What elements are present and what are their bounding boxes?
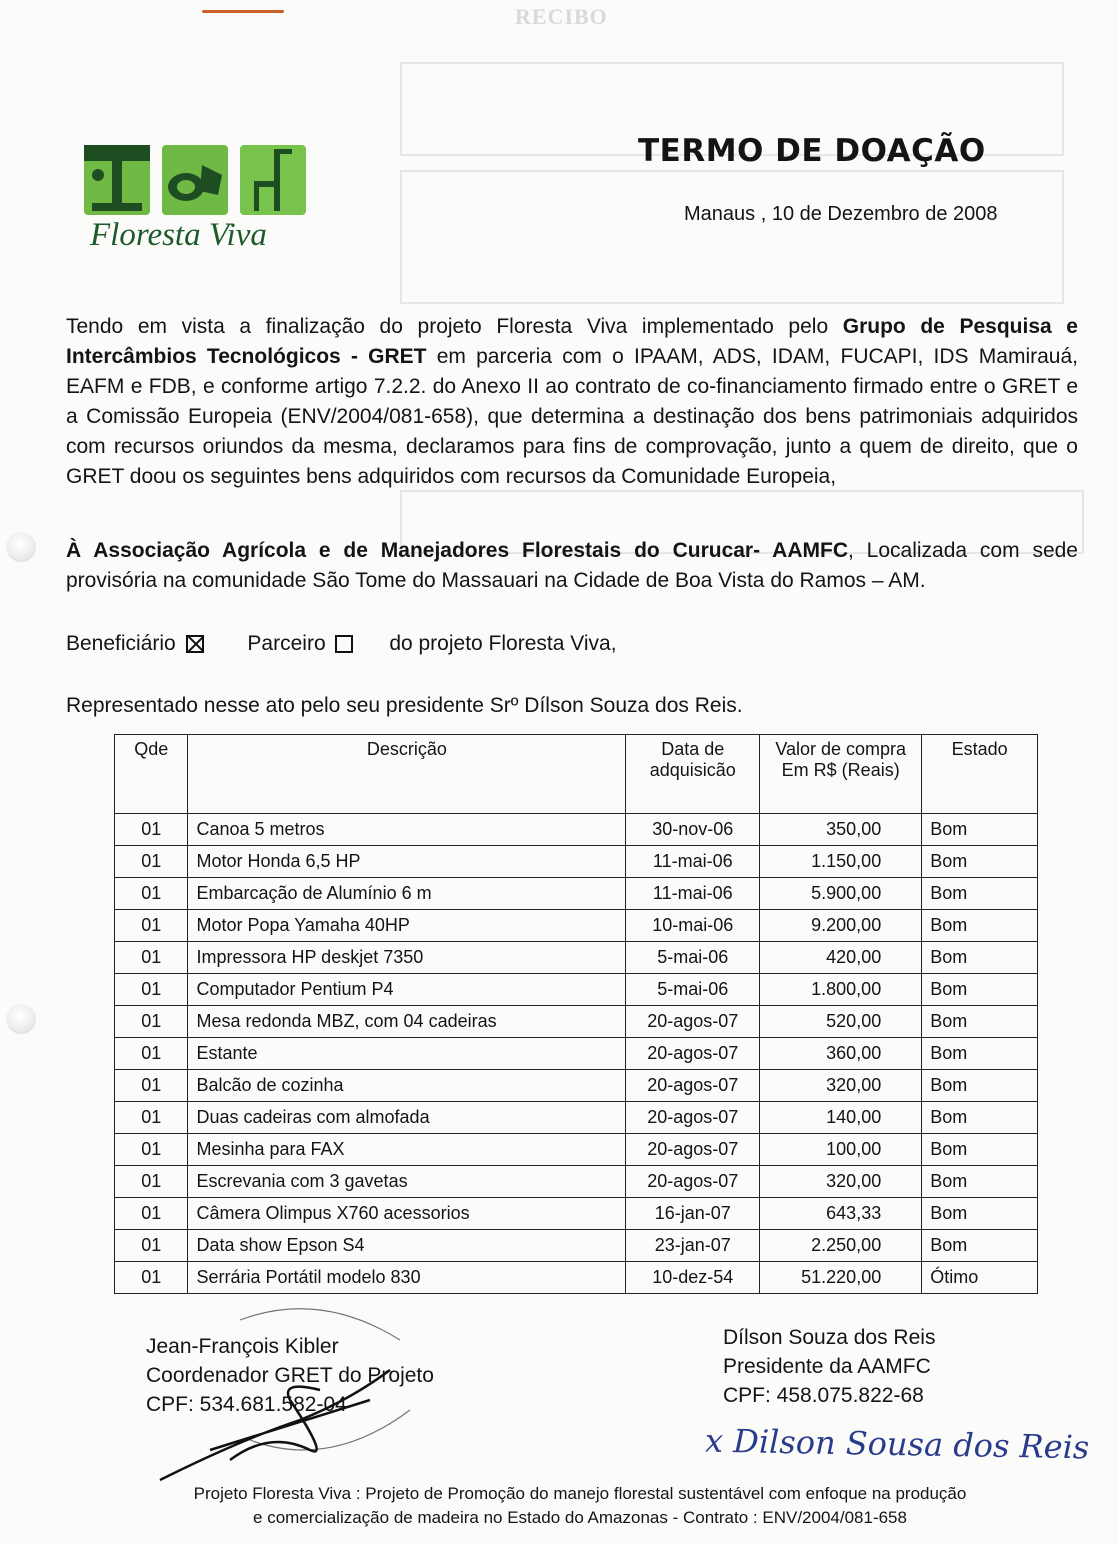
table-row: [115, 974, 1038, 1006]
recipient-paragraph: [66, 536, 1078, 596]
table-row: [115, 910, 1038, 942]
parceiro-checkbox: [335, 635, 353, 653]
president-cpf: CPF: 458.075.822-68: [723, 1384, 924, 1407]
cell-data: 20-agos-07: [626, 1102, 760, 1134]
table-row: [115, 1102, 1038, 1134]
cell-estado: Bom: [922, 910, 1038, 942]
intro-paragraph: [66, 312, 1078, 492]
bleedthrough-text: RECIBO: [515, 4, 608, 29]
cell-estado: Bom: [922, 1134, 1038, 1166]
cell-estado: Bom: [922, 1038, 1038, 1070]
cell-qde: 01: [115, 974, 188, 1006]
cell-valor: 320,00: [760, 1070, 922, 1102]
cell-descricao: Mesa redonda MBZ, com 04 cadeiras: [188, 1006, 626, 1038]
place-date: Manaus , 10 de Dezembro de 2008: [684, 203, 998, 225]
cell-data: 20-agos-07: [626, 1038, 760, 1070]
table-row: [115, 942, 1038, 974]
cell-qde: 01: [115, 1198, 188, 1230]
cell-valor: 2.250,00: [760, 1230, 922, 1262]
table-row: [115, 1198, 1038, 1230]
cell-qde: 01: [115, 1102, 188, 1134]
cell-qde: 01: [115, 1262, 188, 1294]
cell-valor: 1.150,00: [760, 846, 922, 878]
header-valor: Valor de compra Em R$ (Reais): [760, 735, 922, 814]
cell-valor: 1.800,00: [760, 974, 922, 1006]
footer-line: e comercialização de madeira no Estado do Amazonas - Contrato : ENV/2004/081-658: [253, 1508, 907, 1527]
president-role: Presidente da AAMFC: [723, 1355, 931, 1378]
cell-qde: 01: [115, 1166, 188, 1198]
table-body: [115, 814, 1038, 1294]
cell-valor: 520,00: [760, 1006, 922, 1038]
cell-estado: Bom: [922, 878, 1038, 910]
cell-estado: Bom: [922, 1166, 1038, 1198]
cell-data: 30-nov-06: [626, 814, 760, 846]
cell-data: 10-mai-06: [626, 910, 760, 942]
paper-clip-mark: [202, 10, 284, 13]
cell-qde: 01: [115, 910, 188, 942]
cell-estado: Bom: [922, 1230, 1038, 1262]
coordinator-cpf: CPF: 534.681.582-04: [146, 1393, 347, 1416]
cell-qde: 01: [115, 1134, 188, 1166]
cell-data: 23-jan-07: [626, 1230, 760, 1262]
beneficiary-line: [66, 632, 617, 656]
cell-qde: 01: [115, 878, 188, 910]
logo-text: Floresta Viva: [90, 217, 267, 253]
cell-data: 5-mai-06: [626, 942, 760, 974]
project-text: do projeto Floresta Viva,: [389, 632, 617, 656]
cell-estado: Bom: [922, 942, 1038, 974]
logo-chair-tile: [240, 145, 306, 215]
cell-qde: 01: [115, 1230, 188, 1262]
cell-estado: Bom: [922, 1070, 1038, 1102]
punch-hole: [6, 1004, 36, 1034]
cell-valor: 5.900,00: [760, 878, 922, 910]
cell-estado: Bom: [922, 1102, 1038, 1134]
representative-line: Representado nesse ato pelo seu presidente Srº Dílson Souza dos Reis.: [66, 694, 743, 717]
cell-data: 10-dez-54: [626, 1262, 760, 1294]
table-row: [115, 1166, 1038, 1198]
cell-descricao: Canoa 5 metros: [188, 814, 626, 846]
cell-data: 5-mai-06: [626, 974, 760, 1006]
intro-org-name: Grupo de Pesquisa e Intercâmbios Tecnológicos - GRET: [66, 315, 1078, 368]
recipient-text: , Localizada com sede provisória na comunidade São Tome do Massauari na Cidade de Boa Vista do Ramos – AM.: [66, 539, 1078, 592]
cell-descricao: Duas cadeiras com almofada: [188, 1102, 626, 1134]
coordinator-signature-block: [146, 1332, 434, 1419]
president-handwritten-signature: x Dilson Sousa dos Reis: [704, 1421, 1090, 1467]
cell-estado: Bom: [922, 846, 1038, 878]
logo-wood-tile: [162, 145, 228, 215]
beneficiario-label: Beneficiário: [66, 632, 176, 656]
cell-descricao: Embarcação de Alumínio 6 m: [188, 878, 626, 910]
cell-descricao: Motor Honda 6,5 HP: [188, 846, 626, 878]
header-estado: Estado: [922, 735, 1038, 814]
cell-qde: 01: [115, 1070, 188, 1102]
intro-text: Tendo em vista a finalização do projeto Floresta Viva implementado pelo: [66, 315, 843, 338]
cell-estado: Bom: [922, 1006, 1038, 1038]
cell-descricao: Escrevania com 3 gavetas: [188, 1166, 626, 1198]
cell-valor: 320,00: [760, 1166, 922, 1198]
table-row: [115, 1262, 1038, 1294]
cell-descricao: Serrária Portátil modelo 830: [188, 1262, 626, 1294]
cell-data: 20-agos-07: [626, 1006, 760, 1038]
header-descricao: Descrição: [188, 735, 626, 814]
cell-data: 11-mai-06: [626, 878, 760, 910]
cell-descricao: Câmera Olimpus X760 acessorios: [188, 1198, 626, 1230]
floresta-viva-logo: [84, 145, 314, 255]
table-row: [115, 1134, 1038, 1166]
beneficiario-checkbox: [186, 635, 204, 653]
punch-hole: [6, 532, 36, 562]
cell-valor: 51.220,00: [760, 1262, 922, 1294]
bleedthrough-box: [400, 170, 1064, 304]
table-header-row: [115, 735, 1038, 814]
cell-estado: Bom: [922, 814, 1038, 846]
parceiro-label: Parceiro: [247, 632, 326, 656]
cell-descricao: Estante: [188, 1038, 626, 1070]
cell-valor: 100,00: [760, 1134, 922, 1166]
footer-line: Projeto Floresta Viva : Projeto de Promoção do manejo florestal sustentável com enfoque na produção: [193, 1484, 967, 1503]
document-title: TERMO DE DOAÇÃO: [638, 133, 986, 169]
cell-descricao: Mesinha para FAX: [188, 1134, 626, 1166]
table-row: [115, 1230, 1038, 1262]
items-table: [114, 734, 1038, 1294]
cell-descricao: Motor Popa Yamaha 40HP: [188, 910, 626, 942]
cell-qde: 01: [115, 814, 188, 846]
table-row: [115, 1038, 1038, 1070]
cell-valor: 643,33: [760, 1198, 922, 1230]
president-signature-block: [723, 1323, 935, 1410]
cell-valor: 9.200,00: [760, 910, 922, 942]
table-row: [115, 1006, 1038, 1038]
footer: [110, 1482, 1050, 1530]
cell-estado: Bom: [922, 974, 1038, 1006]
table-row: [115, 846, 1038, 878]
cell-descricao: Computador Pentium P4: [188, 974, 626, 1006]
cell-data: 20-agos-07: [626, 1134, 760, 1166]
logo-tree-tile: [84, 145, 150, 215]
cell-valor: 140,00: [760, 1102, 922, 1134]
president-name: Dílson Souza dos Reis: [723, 1326, 936, 1349]
cell-valor: 360,00: [760, 1038, 922, 1070]
coordinator-name: Jean-François Kibler: [146, 1335, 339, 1358]
coordinator-role: Coordenador GRET do Projeto: [146, 1364, 434, 1387]
header-qde: Qde: [115, 735, 188, 814]
table-row: [115, 814, 1038, 846]
intro-text: em parceria com o IPAAM, ADS, IDAM, FUCAPI, IDS Mamirauá, EAFM e FDB, e conforme artigo 7.2.2. do Anexo II ao contrato de co-financiamento firmado entre o GRET e a Comissão Europeia (ENV/2004/081-658), que determina a destinação dos bens patrimoniais adquiridos com recursos oriundos da mesma, declaramos para fins de comprovação, junto a quem de direito, que o GRET doou os seguintes bens adquiridos com recursos da Comunidade Europeia,: [66, 345, 1078, 488]
cell-data: 16-jan-07: [626, 1198, 760, 1230]
cell-qde: 01: [115, 846, 188, 878]
table-row: [115, 878, 1038, 910]
cell-estado: Ótimo: [922, 1262, 1038, 1294]
cell-data: 20-agos-07: [626, 1166, 760, 1198]
cell-descricao: Balcão de cozinha: [188, 1070, 626, 1102]
cell-qde: 01: [115, 1006, 188, 1038]
table-row: [115, 1070, 1038, 1102]
recipient-org-name: À Associação Agrícola e de Manejadores Florestais do Curucar- AAMFC: [66, 539, 848, 562]
cell-data: 11-mai-06: [626, 846, 760, 878]
cell-descricao: Data show Epson S4: [188, 1230, 626, 1262]
cell-valor: 350,00: [760, 814, 922, 846]
cell-valor: 420,00: [760, 942, 922, 974]
header-data: Data de adquisicão: [626, 735, 760, 814]
cell-data: 20-agos-07: [626, 1070, 760, 1102]
cell-estado: Bom: [922, 1198, 1038, 1230]
cell-qde: 01: [115, 942, 188, 974]
cell-qde: 01: [115, 1038, 188, 1070]
cell-descricao: Impressora HP deskjet 7350: [188, 942, 626, 974]
